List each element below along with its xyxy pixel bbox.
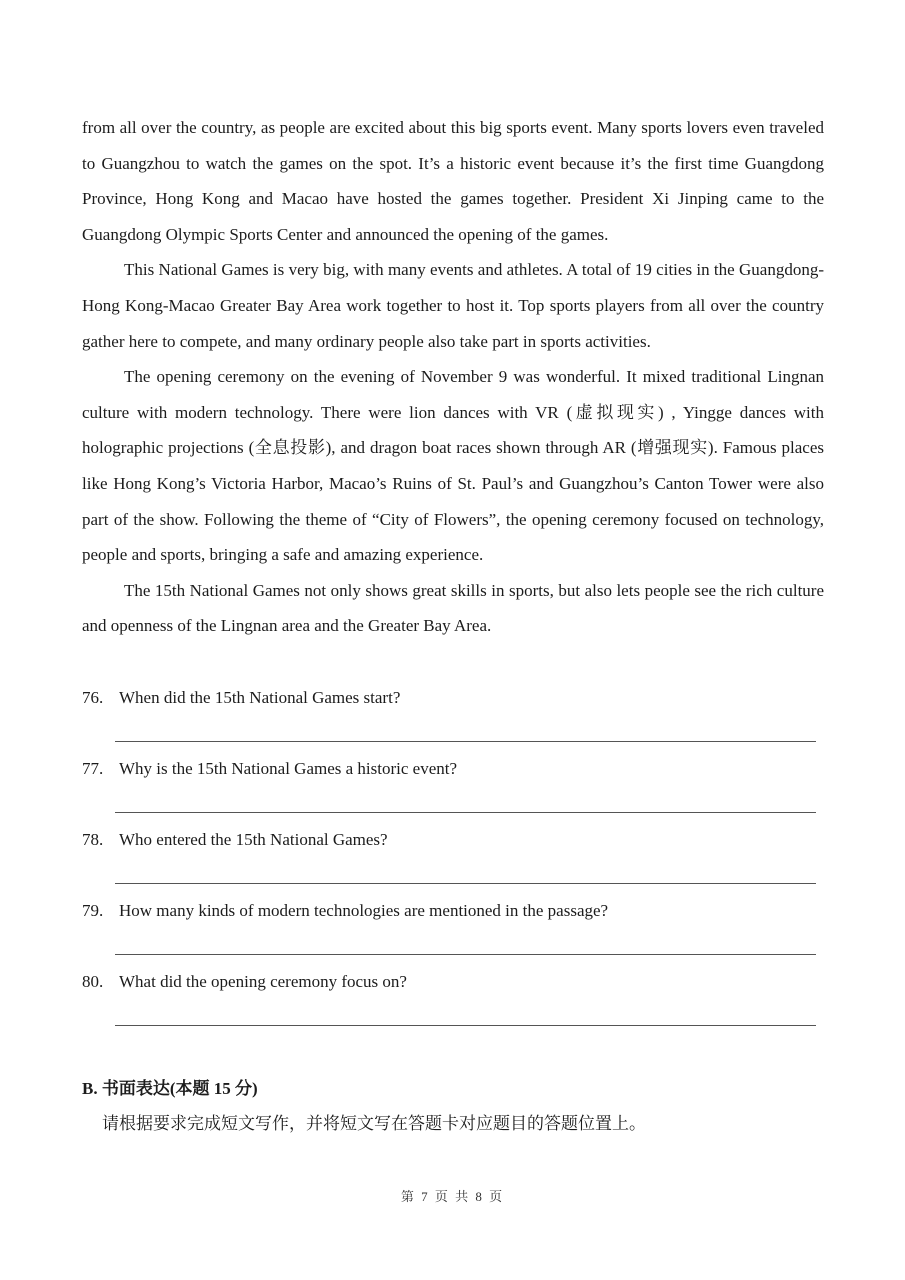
question-text: Who entered the 15th National Games? <box>119 830 388 849</box>
question-text: When did the 15th National Games start? <box>119 688 401 707</box>
section-b-title: B. 书面表达(本题 15 分) <box>82 1079 258 1098</box>
question-79 <box>82 893 824 964</box>
passage-paragraph-3: The opening ceremony on the evening of November 9 was wonderful. It mixed traditional Lingnan culture with modern technology. There were lion dances with VR (虚拟现实) , Yingge dances with holographic projections (全息投影), and dragon boat races shown through AR (增强现实). Famous places like Hong Kong’s Victoria Harbor, Macao’s Ruins of St. Paul’s and Guangzhou’s Canton Tower were also part of the show. Following the theme of “City of Flowers”, the opening ceremony focused on technology, people and sports, bringing a safe and amazing experience. <box>82 367 824 565</box>
answer-line[interactable] <box>115 741 816 742</box>
question-78 <box>82 822 824 893</box>
question-number: 77. <box>82 759 104 778</box>
question-76 <box>82 680 824 751</box>
question-number: 76. <box>82 688 104 707</box>
question-text: Why is the 15th National Games a historic event? <box>119 759 458 778</box>
answer-line[interactable] <box>115 883 816 884</box>
page-number-footer: 第 7 页 共 8 页 <box>400 1189 505 1204</box>
question-text: How many kinds of modern technologies are mentioned in the passage? <box>119 901 609 920</box>
answer-line[interactable] <box>115 1025 816 1026</box>
question-text: What did the opening ceremony focus on? <box>119 972 407 991</box>
passage-paragraph-4: The 15th National Games not only shows great skills in sports, but also lets people see the rich culture and openness of the Lingnan area and the Greater Bay Area. <box>82 580 824 636</box>
passage-paragraph-1: from all over the country, as people are excited about this big sports event. Many sports lovers even traveled to Guangzhou to watch the games on the spot. It’s a historic event because it’s the first time Guangdong Province, Hong Kong and Macao have hosted the games together. President Xi Jinping came to the Guangdong Olympic Sports Center and announced the opening of the games. <box>82 118 824 244</box>
passage-paragraph-2: This National Games is very big, with many events and athletes. A total of 19 cities in the Guangdong-Hong Kong-Macao Greater Bay Area work together to host it. Top sports players from all over the country gather here to compete, and many ordinary people also take part in sports activities. <box>82 260 824 351</box>
section-b-instruction: 请根据要求完成短文写作，并将短文写在答题卡对应题目的答题位置上。 <box>102 1114 646 1133</box>
answer-line[interactable] <box>115 812 816 813</box>
question-list <box>82 680 824 1035</box>
question-80 <box>82 964 824 1035</box>
question-number: 80. <box>82 972 104 991</box>
question-77 <box>82 751 824 822</box>
question-number: 79. <box>82 901 104 920</box>
section-b-writing <box>82 1072 824 1142</box>
answer-line[interactable] <box>115 954 816 955</box>
reading-passage <box>82 110 824 644</box>
question-number: 78. <box>82 830 104 849</box>
